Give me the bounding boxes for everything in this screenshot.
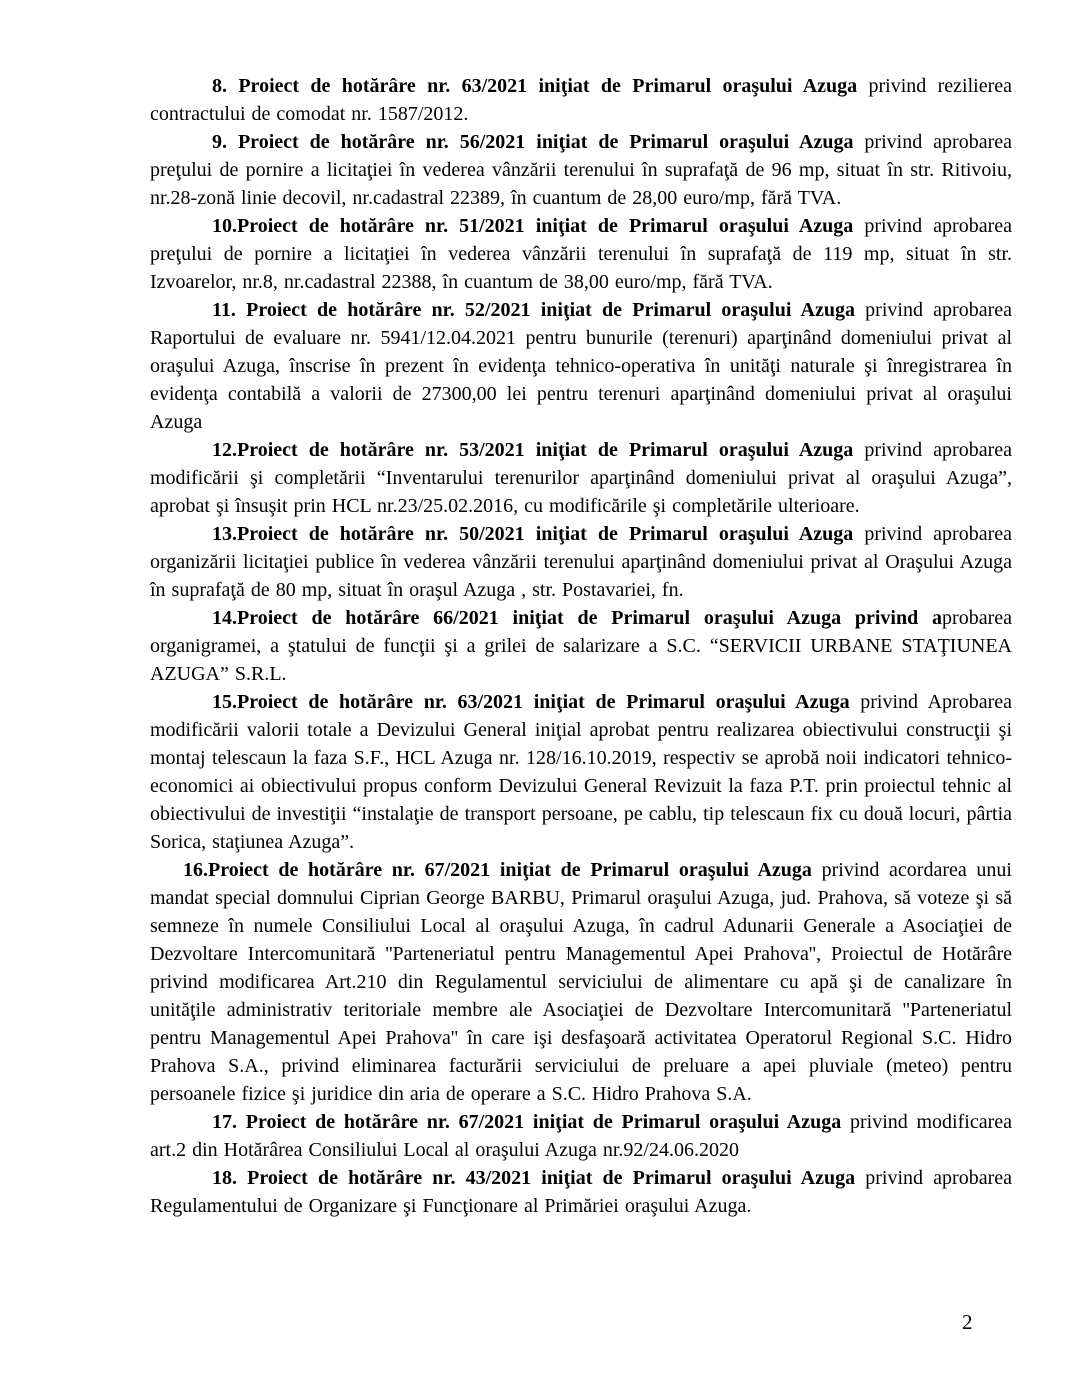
agenda-item-18 — [150, 1164, 1012, 1220]
agenda-item-8-body: privind rezilierea contractului de comodat nr. 1587/2012. — [150, 75, 1012, 125]
agenda-item-8 — [150, 72, 1012, 128]
agenda-item-17 — [150, 1108, 1012, 1164]
agenda-item-17-body: privind modificarea art.2 din Hotărârea Consiliului Local al oraşului Azuga nr.92/24.06.2020 — [150, 1111, 1012, 1161]
page-number: 2 — [962, 1310, 973, 1334]
agenda-item-10-body: privind aprobarea preţului de pornire a licitaţiei în vederea vânzării terenului în suprafaţă de 119 mp, situat în str. Izvoarelor, nr.8, nr.cadastral 22388, în cuantum de 38,00 euro/mp, fără TVA. — [150, 215, 1012, 293]
agenda-item-12-body: privind aprobarea modificării şi completării “Inventarului terenurilor aparţinând domeniului privat al oraşului Azuga”, aprobat şi însuşit prin HCL nr.23/25.02.2016, cu modificările şi completările ulterioare. — [150, 439, 1012, 517]
agenda-item-17-heading: 17. Proiect de hotărâre nr. 67/2021 iniţiat de Primarul oraşului Azuga — [212, 1111, 842, 1133]
agenda-item-14 — [150, 604, 1012, 688]
agenda-item-8-heading: 8. Proiect de hotărâre nr. 63/2021 iniţiat de Primarul oraşului Azuga — [212, 75, 858, 97]
agenda-item-14-body: probarea organigramei, a ştatului de funcţii şi a grilei de salarizare a S.C. “SERVICII URBANE STAŢIUNEA AZUGA” S.R.L. — [150, 607, 1012, 685]
agenda-item-18-heading: 18. Proiect de hotărâre nr. 43/2021 iniţiat de Primarul oraşului Azuga — [212, 1167, 856, 1189]
agenda-item-11-heading: 11. Proiect de hotărâre nr. 52/2021 iniţiat de Primarul oraşului Azuga — [212, 299, 855, 321]
agenda-item-15-body: privind Aprobarea modificării valorii totale a Devizului General iniţial aprobat pentru realizarea obiectivului construcţii şi montaj telescaun la faza S.F., HCL Azuga nr. 128/16.10.2019, respectiv se aprobă noii indicatori tehnico-economici ai obiectivului propus conform Devizului General Revizuit la faza P.T. prin proiectul tehnic al obiectivului de investiţii “instalaţie de transport persoane, pe cablu, tip telescaun fix cu două locuri, pârtia Sorica, staţiunea Azuga”. — [150, 691, 1012, 853]
agenda-item-9-heading: 9. Proiect de hotărâre nr. 56/2021 iniţiat de Primarul oraşului Azuga — [212, 131, 854, 153]
agenda-item-12-heading: 12.Proiect de hotărâre nr. 53/2021 iniţiat de Primarul oraşului Azuga — [212, 439, 854, 461]
agenda-item-10 — [150, 212, 1012, 296]
agenda-item-18-body: privind aprobarea Regulamentului de Organizare şi Funcţionare al Primăriei oraşului Azuga. — [150, 1167, 1012, 1217]
agenda-item-12 — [150, 436, 1012, 520]
agenda-item-11-body: privind aprobarea Raportului de evaluare nr. 5941/12.04.2021 pentru bunurile (terenuri) aparţinând domeniului privat al oraşului Azuga, înscrise în prezent în evidenţa tehnico-operativa în unităţi naturale şi înregistrarea în evidenţa contabilă a valorii de 27300,00 lei pentru terenuri aparţinând domeniului privat al oraşului Azuga — [150, 299, 1012, 433]
agenda-item-9 — [150, 128, 1012, 212]
agenda-item-13-heading: 13.Proiect de hotărâre nr. 50/2021 iniţiat de Primarul oraşului Azuga — [212, 523, 854, 545]
agenda-item-9-body: privind aprobarea preţului de pornire a licitaţiei în vederea vânzării terenului în suprafaţă de 96 mp, situat în str. Ritivoiu, nr.28-zonă linie decovil, nr.cadastral 22389, în cuantum de 28,00 euro/mp, fără TVA. — [150, 131, 1012, 209]
document-body — [150, 72, 1012, 1220]
agenda-item-10-heading: 10.Proiect de hotărâre nr. 51/2021 iniţiat de Primarul oraşului Azuga — [212, 215, 854, 237]
agenda-item-16-heading: 16.Proiect de hotărâre nr. 67/2021 iniţiat de Primarul oraşului Azuga — [183, 859, 812, 881]
agenda-item-13-body: privind aprobarea organizării licitaţiei publice în vederea vânzării terenului aparţinând domeniului privat al Oraşului Azuga în suprafaţă de 80 mp, situat în oraşul Azuga , str. Postavariei, fn. — [150, 523, 1012, 601]
agenda-item-15-heading: 15.Proiect de hotărâre nr. 63/2021 iniţiat de Primarul oraşului Azuga — [212, 691, 850, 713]
agenda-item-14-heading: 14.Proiect de hotărâre 66/2021 iniţiat de Primarul oraşului Azuga privind a — [212, 607, 943, 629]
agenda-item-16-body: privind acordarea unui mandat special domnului Ciprian George BARBU, Primarul oraşului Azuga, jud. Prahova, să voteze şi să semneze în numele Consiliului Local al oraşului Azuga, în cadrul Adunarii Generale a Asociaţiei de Dezvoltare Intercomunitară ''Parteneriatul pentru Managementul Apei Prahova'', Proiectul de Hotărâre privind modificarea Art.210 din Regulamentul serviciului de alimentare cu apă şi de canalizare în unităţile administrativ teritoriale membre ale Asociaţiei de Dezvoltare Intercomunitară ''Parteneriatul pentru Managementul Apei Prahova'' în care işi desfaşoară activitatea Operatorul Regional S.C. Hidro Prahova S.A., privind eliminarea facturării serviciului de preluare a apei pluviale (meteo) pentru persoanele fizice şi juridice din aria de operare a S.C. Hidro Prahova S.A. — [150, 859, 1012, 1105]
agenda-item-16 — [150, 856, 1012, 1108]
agenda-item-11 — [150, 296, 1012, 436]
agenda-item-13 — [150, 520, 1012, 604]
agenda-item-15 — [150, 688, 1012, 856]
